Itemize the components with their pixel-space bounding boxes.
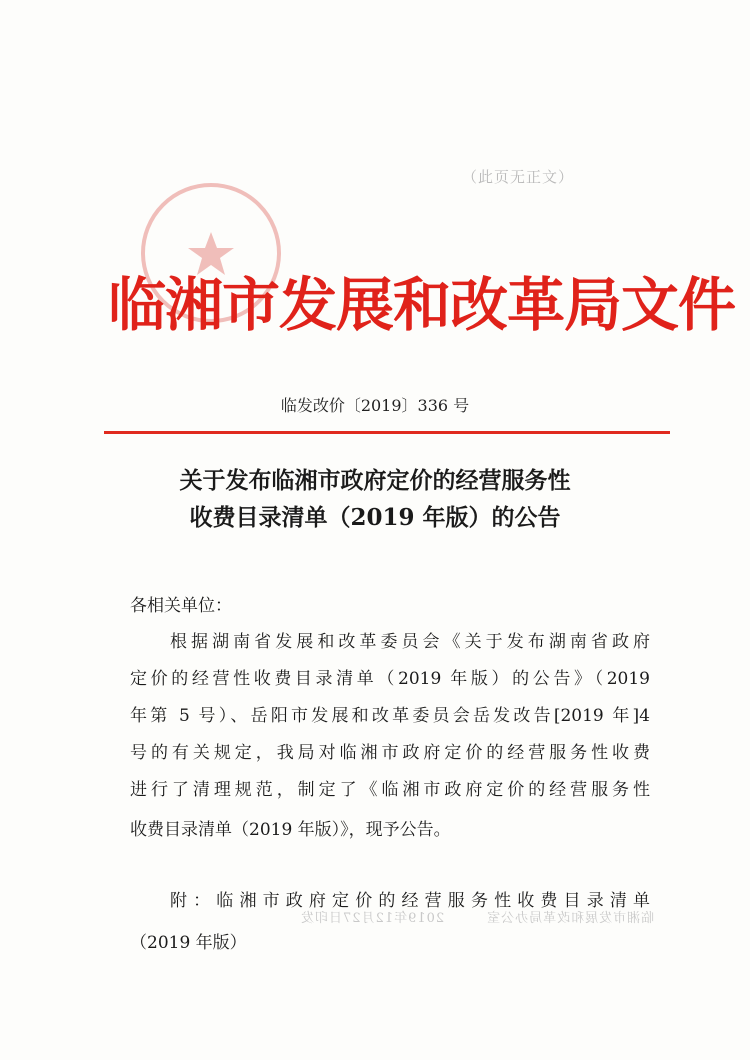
title-line-2: 收费目录清单（2019 年版）的公告 [189,504,561,531]
bleed-through-text: 临湘市发展和改革局办公室 2019年12月27日印发 [300,911,655,926]
document-number: 临发改价〔2019〕336 号 [280,396,470,415]
body-line: 根据湖南省发展和改革委员会《关于发布湖南省政府 [170,632,650,652]
red-divider-line [104,431,670,434]
body-line: 号的有关规定，我局对临湘市政府定价的经营服务性收费 [130,743,650,763]
announcement-title [0,462,750,536]
document-header-title: 临湘市发展和改革局文件 [108,271,736,339]
attachment-line-continued: （2019 年版） [130,933,247,953]
body-line: 定价的经营性收费目录清单（2019 年版）的公告》（2019 [130,669,650,689]
attachment-line: 附：临湘市政府定价的经营服务性收费目录清单 [170,891,650,911]
body-line: 进行了清理规范，制定了《临湘市政府定价的经营服务性 [130,780,650,800]
faint-page-note: （此页无正文） [462,168,575,186]
title-line-1: 关于发布临湘市政府定价的经营服务性 [179,467,571,494]
body-line: 年第 5 号）、岳阳市发展和改革委员会岳发改告[2019 年]4 [130,706,650,726]
body-line: 收费目录清单（2019 年版）》，现予公告。 [130,820,451,840]
salutation: 各相关单位： [130,596,232,616]
